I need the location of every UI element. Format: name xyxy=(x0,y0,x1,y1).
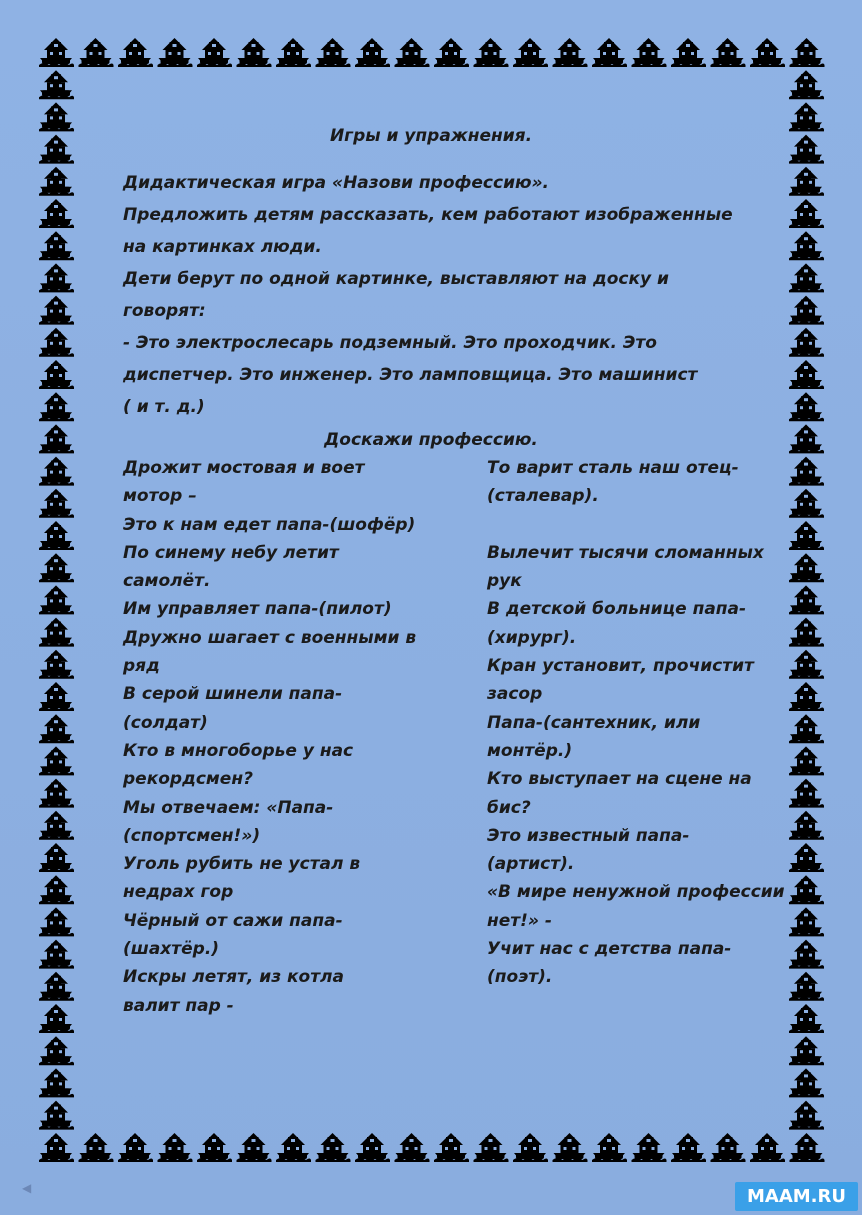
poem-line: (шахтёр.) xyxy=(123,939,220,960)
ship-icon xyxy=(789,553,824,582)
ship-icon xyxy=(513,1133,548,1162)
ship-icon xyxy=(474,38,509,67)
ship-icon xyxy=(197,1133,232,1162)
ship-icon xyxy=(118,1133,153,1162)
poem-line: ряд xyxy=(123,656,160,677)
ship-icon xyxy=(39,811,74,840)
ship-icon xyxy=(316,1133,351,1162)
poem-line: (спортсмен!») xyxy=(123,825,261,846)
ship-icon xyxy=(434,38,469,67)
ship-icon xyxy=(237,38,272,67)
ship-icon xyxy=(789,714,824,743)
ship-icon xyxy=(789,907,824,936)
ship-icon xyxy=(39,457,74,486)
poem-line: монтёр.) xyxy=(487,740,573,761)
poem-line: Это к нам едет папа-(шофёр) xyxy=(123,514,416,535)
poem-line: Вылечит тысячи сломанных xyxy=(487,542,764,563)
poem-line: самолёт. xyxy=(123,571,211,592)
ship-icon xyxy=(197,38,232,67)
ship-icon xyxy=(39,940,74,969)
ship-icon xyxy=(79,1133,114,1162)
ship-icon xyxy=(592,1133,627,1162)
ship-icon xyxy=(276,38,311,67)
right-poem-column xyxy=(487,454,787,992)
poem-line: мотор – xyxy=(123,486,197,507)
poem-line xyxy=(487,511,787,539)
poem-line: нет!» - xyxy=(487,910,552,931)
poem-line: По синему небу летит xyxy=(123,542,339,563)
poem-line: Кран установит, прочистит xyxy=(487,656,754,677)
ship-icon xyxy=(39,199,74,228)
ship-icon xyxy=(750,38,785,67)
poem-line: В детской больнице папа- xyxy=(487,599,747,620)
ship-icon xyxy=(39,521,74,550)
ship-icon xyxy=(789,585,824,614)
poem-line: (поэт). xyxy=(487,967,553,988)
intro-paragraph xyxy=(123,167,803,423)
ship-icon xyxy=(789,70,824,99)
intro-line: - Это электрослесарь подземный. Это проходчик. Это xyxy=(123,333,657,353)
ship-icon xyxy=(39,1101,74,1130)
ship-icon xyxy=(789,457,824,486)
ship-icon xyxy=(237,1133,272,1162)
ship-icon xyxy=(789,1101,824,1130)
poem-line: Кто выступает на сцене на xyxy=(487,769,752,790)
ship-icon xyxy=(39,70,74,99)
ship-icon xyxy=(632,1133,667,1162)
ship-icon xyxy=(39,231,74,260)
ship-icon xyxy=(39,489,74,518)
poem-line: Папа-(сантехник, или xyxy=(487,712,701,733)
ship-icon xyxy=(39,585,74,614)
ship-icon xyxy=(553,38,588,67)
intro-line: Дети берут по одной картинке, выставляют на доску и xyxy=(123,269,669,289)
poem-line: рук xyxy=(487,571,522,592)
ship-icon xyxy=(671,38,706,67)
ship-icon xyxy=(276,1133,311,1162)
poem-line: (солдат) xyxy=(123,712,208,733)
ship-icon xyxy=(395,38,430,67)
ship-icon xyxy=(158,1133,193,1162)
ship-icon xyxy=(789,618,824,647)
ship-icon xyxy=(39,553,74,582)
ship-icon xyxy=(434,1133,469,1162)
poem-line: Учит нас с детства папа- xyxy=(487,939,732,960)
ship-icon xyxy=(39,1004,74,1033)
ship-icon xyxy=(474,1133,509,1162)
ship-icon xyxy=(789,521,824,550)
intro-line: Дидактическая игра «Назови профессию». xyxy=(123,173,550,193)
ship-icon xyxy=(671,1133,706,1162)
ship-icon xyxy=(39,650,74,679)
section-subtitle: Доскажи профессию. xyxy=(324,430,538,450)
intro-line: Предложить детям рассказать, кем работают изображенные xyxy=(123,205,733,225)
ship-icon xyxy=(789,1036,824,1065)
ship-icon xyxy=(39,875,74,904)
ship-icon xyxy=(789,1068,824,1097)
ship-icon xyxy=(79,38,114,67)
poem-line: валит пар - xyxy=(123,995,234,1016)
poem-line: (артист). xyxy=(487,854,575,875)
ship-icon xyxy=(790,38,825,67)
poem-line: Искры летят, из котла xyxy=(123,967,344,988)
site-watermark: MAAM.RU xyxy=(735,1182,858,1211)
poem-line: (хирург). xyxy=(487,627,577,648)
ship-icon xyxy=(118,38,153,67)
ship-icon xyxy=(39,779,74,808)
ship-icon xyxy=(39,38,74,67)
poem-line: Мы отвечаем: «Папа- xyxy=(123,797,334,818)
ship-icon xyxy=(789,746,824,775)
poem-line: Кто в многоборье у нас xyxy=(123,740,354,761)
ship-icon xyxy=(39,1036,74,1065)
ship-icon xyxy=(750,1133,785,1162)
ship-icon xyxy=(39,746,74,775)
ship-icon xyxy=(789,811,824,840)
poem-line: Уголь рубить не устал в xyxy=(123,854,361,875)
ship-icon xyxy=(39,392,74,421)
ship-icon xyxy=(395,1133,430,1162)
poem-line: То варит сталь наш отец- xyxy=(487,458,739,478)
poem-line: Чёрный от сажи папа- xyxy=(123,910,343,931)
intro-line: на картинках люди. xyxy=(123,237,322,257)
ship-icon xyxy=(513,38,548,67)
ship-icon xyxy=(553,1133,588,1162)
poem-line: засор xyxy=(487,684,543,705)
ship-icon xyxy=(316,38,351,67)
ship-icon xyxy=(39,360,74,389)
poem-line: Им управляет папа-(пилот) xyxy=(123,599,392,620)
poem-line: рекордсмен? xyxy=(123,769,253,790)
ship-icon xyxy=(789,779,824,808)
ship-icon xyxy=(789,875,824,904)
ship-icon xyxy=(39,263,74,292)
ship-icon xyxy=(711,1133,746,1162)
ship-icon xyxy=(39,328,74,357)
intro-line: диспетчер. Это инженер. Это ламповщица. Это машинист xyxy=(123,365,698,385)
ship-icon xyxy=(789,682,824,711)
intro-line: ( и т. д.) xyxy=(123,397,205,417)
ship-icon xyxy=(789,1004,824,1033)
ship-icon xyxy=(789,972,824,1001)
ship-icon xyxy=(39,167,74,196)
ship-icon xyxy=(790,1133,825,1162)
poem-line: «В мире ненужной профессии xyxy=(487,882,785,903)
ship-icon xyxy=(39,1133,74,1162)
poem-line: Дрожит мостовая и воет xyxy=(123,458,365,478)
ship-icon xyxy=(39,907,74,936)
poem-line: Это известный папа- xyxy=(487,825,690,846)
poem-line: (сталевар). xyxy=(487,486,599,507)
back-arrow-icon[interactable]: ◀ xyxy=(22,1181,32,1195)
ship-icon xyxy=(158,38,193,67)
poem-line: бис? xyxy=(487,797,531,818)
ship-icon xyxy=(592,38,627,67)
ship-icon xyxy=(789,650,824,679)
ship-icon xyxy=(39,682,74,711)
page-title: Игры и упражнения. xyxy=(329,126,533,146)
ship-icon xyxy=(39,972,74,1001)
intro-line: говорят: xyxy=(123,301,206,321)
ship-icon xyxy=(711,38,746,67)
ship-icon xyxy=(39,843,74,872)
ship-icon xyxy=(355,38,390,67)
ship-icon xyxy=(39,714,74,743)
ship-icon xyxy=(632,38,667,67)
poem-line: В серой шинели папа- xyxy=(123,684,343,705)
poem-line: Дружно шагает с военными в xyxy=(123,627,417,648)
ship-icon xyxy=(39,1068,74,1097)
ship-icon xyxy=(355,1133,390,1162)
left-poem-column xyxy=(123,454,473,1020)
poem-line: недрах гор xyxy=(123,882,234,903)
ship-icon xyxy=(789,489,824,518)
ship-icon xyxy=(789,843,824,872)
ship-icon xyxy=(39,618,74,647)
ship-icon xyxy=(789,940,824,969)
ship-icon xyxy=(39,296,74,325)
